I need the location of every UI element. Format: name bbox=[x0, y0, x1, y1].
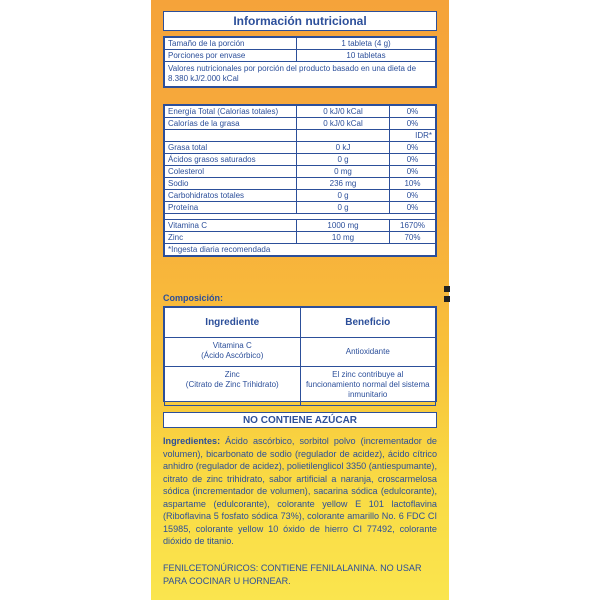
servings-per-container-label: Porciones por envase bbox=[165, 50, 297, 62]
vitamin-amount: 1000 mg bbox=[297, 220, 390, 232]
ingredient-cell bbox=[165, 338, 301, 367]
nutrient-row bbox=[165, 142, 436, 154]
nutrient-label: Carbohidratos totales bbox=[165, 190, 297, 202]
nutrient-amount: 236 mg bbox=[297, 178, 390, 190]
ingredients-paragraph bbox=[163, 435, 437, 548]
phenylketonuric-warning: FENILCETONÚRICOS: CONTIENE FENILALANINA. NO USAR PARA COCINAR U HORNEAR. bbox=[163, 563, 422, 586]
nutrient-pct: 10% bbox=[390, 178, 436, 190]
ingredient-cell bbox=[165, 367, 301, 406]
nutrient-row bbox=[165, 154, 436, 166]
nutrient-row bbox=[165, 190, 436, 202]
nutrient-pct: 0% bbox=[390, 154, 436, 166]
ingredient-sub: (Ácido Ascórbico) bbox=[201, 351, 264, 360]
vitamin-label: Zinc bbox=[165, 232, 297, 244]
energy-amount: 0 kJ/0 kCal bbox=[297, 106, 390, 118]
vitamin-row bbox=[165, 220, 436, 232]
energy-row bbox=[165, 106, 436, 118]
nutrient-label: Grasa total bbox=[165, 142, 297, 154]
edge-marker bbox=[444, 286, 450, 292]
nutrient-box bbox=[163, 104, 437, 257]
edge-marker bbox=[444, 296, 450, 302]
vitamin-pct: 1670% bbox=[390, 220, 436, 232]
nutrient-amount: 0 g bbox=[297, 190, 390, 202]
nutrition-title: Información nutricional bbox=[163, 11, 437, 31]
composition-box bbox=[163, 306, 437, 402]
ingredient-header: Ingrediente bbox=[165, 308, 301, 338]
benefit-cell: Antioxidante bbox=[300, 338, 436, 367]
idr-header: IDR* bbox=[390, 130, 436, 142]
serving-note-row bbox=[165, 62, 436, 87]
energy-label: Energía Total (Calorías totales) bbox=[165, 106, 297, 118]
nutrient-label: Colesterol bbox=[165, 166, 297, 178]
package-panel bbox=[151, 0, 449, 600]
serving-size-label: Tamaño de la porción bbox=[165, 38, 297, 50]
ingredient-name: Vitamina C bbox=[212, 341, 252, 350]
composition-table bbox=[164, 307, 436, 406]
serving-size-value: 1 tableta (4 g) bbox=[297, 38, 436, 50]
nutrient-label: Sodio bbox=[165, 178, 297, 190]
nutrient-amount: 0 g bbox=[297, 154, 390, 166]
composition-row bbox=[165, 367, 436, 406]
vitamin-row bbox=[165, 232, 436, 244]
serving-note: Valores nutricionales por porción del producto basado en una dieta de 8.380 kJ/2.000 kCal bbox=[165, 62, 436, 87]
nutrient-amount: 0 g bbox=[297, 202, 390, 214]
nutrient-amount: 0 kJ bbox=[297, 142, 390, 154]
benefit-cell: El zinc contribuye al funcionamiento normal del sistema inmunitario bbox=[300, 367, 436, 406]
vitamin-label: Vitamina C bbox=[165, 220, 297, 232]
nutrient-pct: 0% bbox=[390, 166, 436, 178]
nutrient-row bbox=[165, 178, 436, 190]
vitamin-amount: 10 mg bbox=[297, 232, 390, 244]
composition-title: Composición: bbox=[163, 293, 223, 303]
nutrient-label: Proteína bbox=[165, 202, 297, 214]
servings-per-container-value: 10 tabletas bbox=[297, 50, 436, 62]
serving-row bbox=[165, 50, 436, 62]
serving-table bbox=[164, 37, 436, 87]
ingredients-text: Ácido ascórbico, sorbitol polvo (incrementador de volumen), bicarbonato de sodio (regulador de acidez), ácido cítrico anhidro (regulador de acidez), polietilenglicol 3350 (antiespumante), citrato de zinc trihidrato, sabor artificial a naranja, croscarmelosa sódica (incrementador de volumen), sacarina sódica (edulcorante), aspartame (edulcorante), colorante yellow E 101 lactoflavina (Riboflavina 5 fosfato sódica 73%), colorante amarillo No. 6 FDC CI 15985, colorante yellow 10 óxido de hierro CI 77492, colorante dióxido de titanio. bbox=[163, 436, 437, 546]
nutrient-pct: 0% bbox=[390, 202, 436, 214]
ingredient-name: Zinc bbox=[224, 370, 240, 379]
nutrient-table bbox=[164, 105, 436, 256]
energy-pct: 0% bbox=[390, 118, 436, 130]
ingredient-sub: (Citrato de Zinc Trihidrato) bbox=[185, 380, 279, 389]
footnote: *Ingesta diaria recomendada bbox=[165, 244, 436, 256]
idr-header-row bbox=[165, 130, 436, 142]
no-sugar-banner: NO CONTIENE AZÚCAR bbox=[163, 412, 437, 428]
energy-label: Calorías de la grasa bbox=[165, 118, 297, 130]
nutrient-row bbox=[165, 202, 436, 214]
serving-row bbox=[165, 38, 436, 50]
energy-pct: 0% bbox=[390, 106, 436, 118]
nutrient-row bbox=[165, 166, 436, 178]
nutrient-amount: 0 mg bbox=[297, 166, 390, 178]
energy-row bbox=[165, 118, 436, 130]
vitamin-pct: 70% bbox=[390, 232, 436, 244]
nutrient-pct: 0% bbox=[390, 142, 436, 154]
ingredients-label: Ingredientes: bbox=[163, 436, 221, 446]
serving-box bbox=[163, 36, 437, 88]
benefit-header: Beneficio bbox=[300, 308, 436, 338]
composition-row bbox=[165, 338, 436, 367]
footnote-row bbox=[165, 244, 436, 256]
nutrient-pct: 0% bbox=[390, 190, 436, 202]
nutrient-label: Ácidos grasos saturados bbox=[165, 154, 297, 166]
energy-amount: 0 kJ/0 kCal bbox=[297, 118, 390, 130]
composition-header-row bbox=[165, 308, 436, 338]
